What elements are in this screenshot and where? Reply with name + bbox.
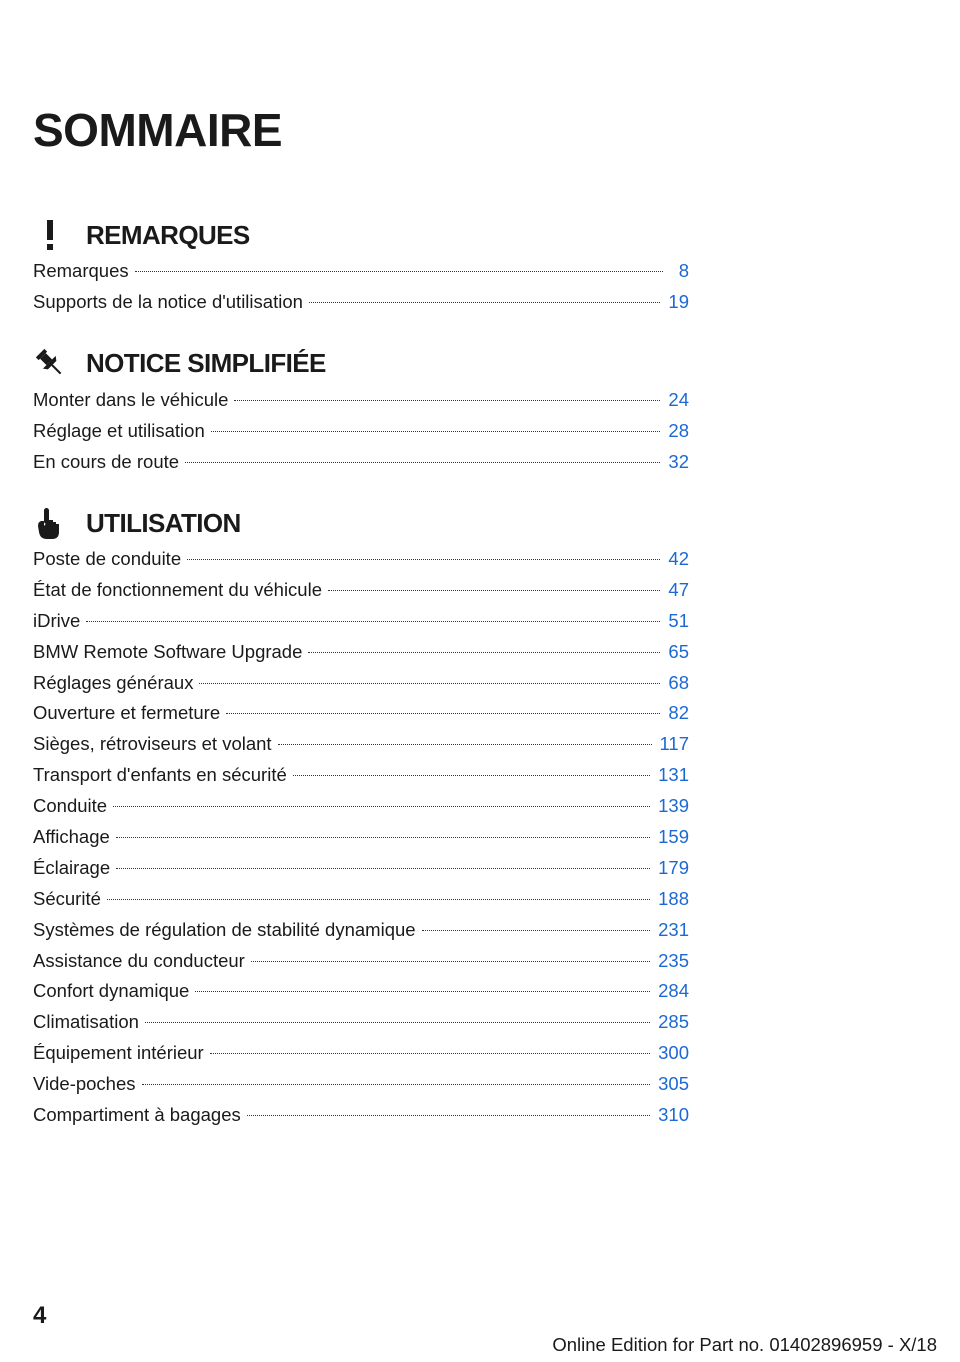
toc-page-link[interactable]: 310 — [658, 1104, 689, 1126]
toc-page-link[interactable]: 117 — [659, 733, 689, 755]
toc-entry-label: BMW Remote Software Upgrade — [33, 640, 303, 662]
toc-page-link[interactable]: 159 — [658, 826, 689, 848]
dot-leader — [142, 1084, 651, 1085]
dot-leader — [116, 868, 650, 869]
toc-entry[interactable] — [33, 1038, 689, 1069]
toc-entry-label: Réglage et utilisation — [33, 419, 205, 441]
toc-entry[interactable] — [33, 544, 689, 575]
toc-page-link[interactable]: 131 — [658, 764, 689, 786]
dot-leader — [187, 559, 660, 560]
toc-entry-label: Équipement intérieur — [33, 1042, 204, 1064]
toc-entry[interactable] — [33, 575, 689, 606]
dot-leader — [116, 837, 650, 838]
toc-entry-label: Réglages généraux — [33, 671, 194, 693]
toc-page-link[interactable]: 82 — [668, 702, 689, 724]
section-title: REMARQUES — [86, 219, 250, 250]
toc-entry[interactable] — [33, 385, 689, 416]
dot-leader — [135, 271, 663, 272]
dot-leader — [226, 713, 660, 714]
toc-page-link[interactable]: 28 — [668, 419, 689, 441]
dot-leader — [234, 400, 660, 401]
toc-list-notice-simplifiee — [33, 385, 689, 478]
toc-list-remarques — [33, 256, 689, 318]
toc-page-link[interactable]: 231 — [658, 918, 689, 940]
toc-entry[interactable] — [33, 915, 689, 946]
toc-entry[interactable] — [33, 287, 689, 318]
toc-entry[interactable] — [33, 447, 689, 478]
section-header-notice-simplifiee — [33, 343, 689, 383]
toc-page-link[interactable]: 284 — [658, 980, 689, 1002]
toc-page-link[interactable]: 19 — [668, 290, 689, 312]
toc-entry-label: Sièges, rétroviseurs et volant — [33, 733, 272, 755]
toc-entry[interactable] — [33, 1007, 689, 1038]
dot-leader — [211, 431, 661, 432]
toc-entry-label: État de fonctionnement du véhicule — [33, 578, 322, 600]
toc-entry[interactable] — [33, 884, 689, 915]
dot-leader — [422, 930, 651, 931]
toc-entry[interactable] — [33, 637, 689, 668]
page-title: SOMMAIRE — [33, 104, 282, 156]
toc-entry-label: Poste de conduite — [33, 548, 182, 569]
dot-leader — [278, 744, 652, 745]
section-header-remarques — [33, 215, 689, 255]
toc-entry-label: Éclairage — [33, 856, 111, 878]
dot-leader — [293, 775, 650, 776]
toc-entry-label: Confort dynamique — [33, 980, 190, 1002]
toc-page-link[interactable]: 24 — [668, 389, 689, 410]
toc-entry[interactable] — [33, 822, 689, 853]
toc-entry-label: Monter dans le véhicule — [33, 389, 229, 410]
toc-entry[interactable] — [33, 729, 689, 760]
toc-entry-label: En cours de route — [33, 450, 180, 472]
toc-page-link[interactable]: 300 — [658, 1042, 689, 1064]
toc-page-link[interactable]: 235 — [658, 949, 689, 971]
dot-leader — [199, 683, 660, 684]
toc-entry-label: Conduite — [33, 795, 108, 817]
toc-page-link[interactable]: 8 — [678, 260, 689, 281]
dot-leader — [145, 1022, 650, 1023]
toc-entry-label: Assistance du conducteur — [33, 949, 245, 971]
pointing-hand-icon — [33, 506, 67, 540]
section-title: NOTICE SIMPLIFIÉE — [86, 347, 326, 378]
toc-entry[interactable] — [33, 946, 689, 977]
toc-entry[interactable] — [33, 668, 689, 699]
pushpin-icon — [33, 346, 67, 380]
toc-entry[interactable] — [33, 416, 689, 447]
dot-leader — [107, 899, 650, 900]
dot-leader — [309, 302, 661, 303]
toc-entry[interactable] — [33, 976, 689, 1007]
toc-entry-label: Climatisation — [33, 1011, 139, 1033]
dot-leader — [195, 991, 650, 992]
toc-entry[interactable] — [33, 1100, 689, 1131]
toc-page-link[interactable]: 139 — [658, 795, 689, 817]
toc-entry[interactable] — [33, 606, 689, 637]
exclamation-icon — [33, 218, 67, 252]
toc-page-link[interactable]: 32 — [668, 450, 689, 472]
toc-page-link[interactable]: 51 — [668, 609, 689, 631]
toc-page-link[interactable]: 179 — [658, 856, 689, 878]
toc-entry-label: Remarques — [33, 260, 129, 281]
toc-list-utilisation — [33, 544, 689, 1131]
toc-entry[interactable] — [33, 791, 689, 822]
toc-page-link[interactable]: 305 — [658, 1073, 689, 1095]
dot-leader — [251, 961, 650, 962]
toc-page-link[interactable]: 285 — [658, 1011, 689, 1033]
toc-entry-label: Vide-poches — [33, 1073, 136, 1095]
section-header-utilisation — [33, 503, 689, 543]
toc-page-link[interactable]: 42 — [668, 548, 689, 569]
dot-leader — [113, 806, 650, 807]
toc-entry[interactable] — [33, 1069, 689, 1100]
footer-edition-text: Online Edition for Part no. 01402896959 - X/18 — [552, 1334, 937, 1355]
toc-page-link[interactable]: 47 — [668, 578, 689, 600]
toc-entry-label: Ouverture et fermeture — [33, 702, 221, 724]
dot-leader — [247, 1115, 650, 1116]
page-number: 4 — [33, 1302, 47, 1329]
dot-leader — [86, 621, 660, 622]
toc-entry-label: Transport d'enfants en sécurité — [33, 764, 287, 786]
toc-entry-label: Compartiment à bagages — [33, 1104, 241, 1126]
dot-leader — [328, 590, 660, 591]
toc-page-link[interactable]: 65 — [668, 640, 689, 662]
toc-entry[interactable] — [33, 256, 689, 287]
toc-entry-label: Systèmes de régulation de stabilité dynamique — [33, 918, 416, 940]
toc-entry-label: Supports de la notice d'utilisation — [33, 290, 303, 312]
toc-entry[interactable] — [33, 698, 689, 729]
toc-entry[interactable] — [33, 760, 689, 791]
dot-leader — [210, 1053, 650, 1054]
toc-entry-label: iDrive — [33, 609, 81, 631]
toc-entry-label: Sécurité — [33, 887, 101, 909]
toc-page-link[interactable]: 68 — [668, 671, 689, 693]
toc-entry[interactable] — [33, 853, 689, 884]
dot-leader — [308, 652, 660, 653]
section-title: UTILISATION — [86, 507, 241, 538]
toc-page-link[interactable]: 188 — [658, 887, 689, 909]
toc-entry-label: Affichage — [33, 826, 110, 848]
dot-leader — [185, 462, 660, 463]
